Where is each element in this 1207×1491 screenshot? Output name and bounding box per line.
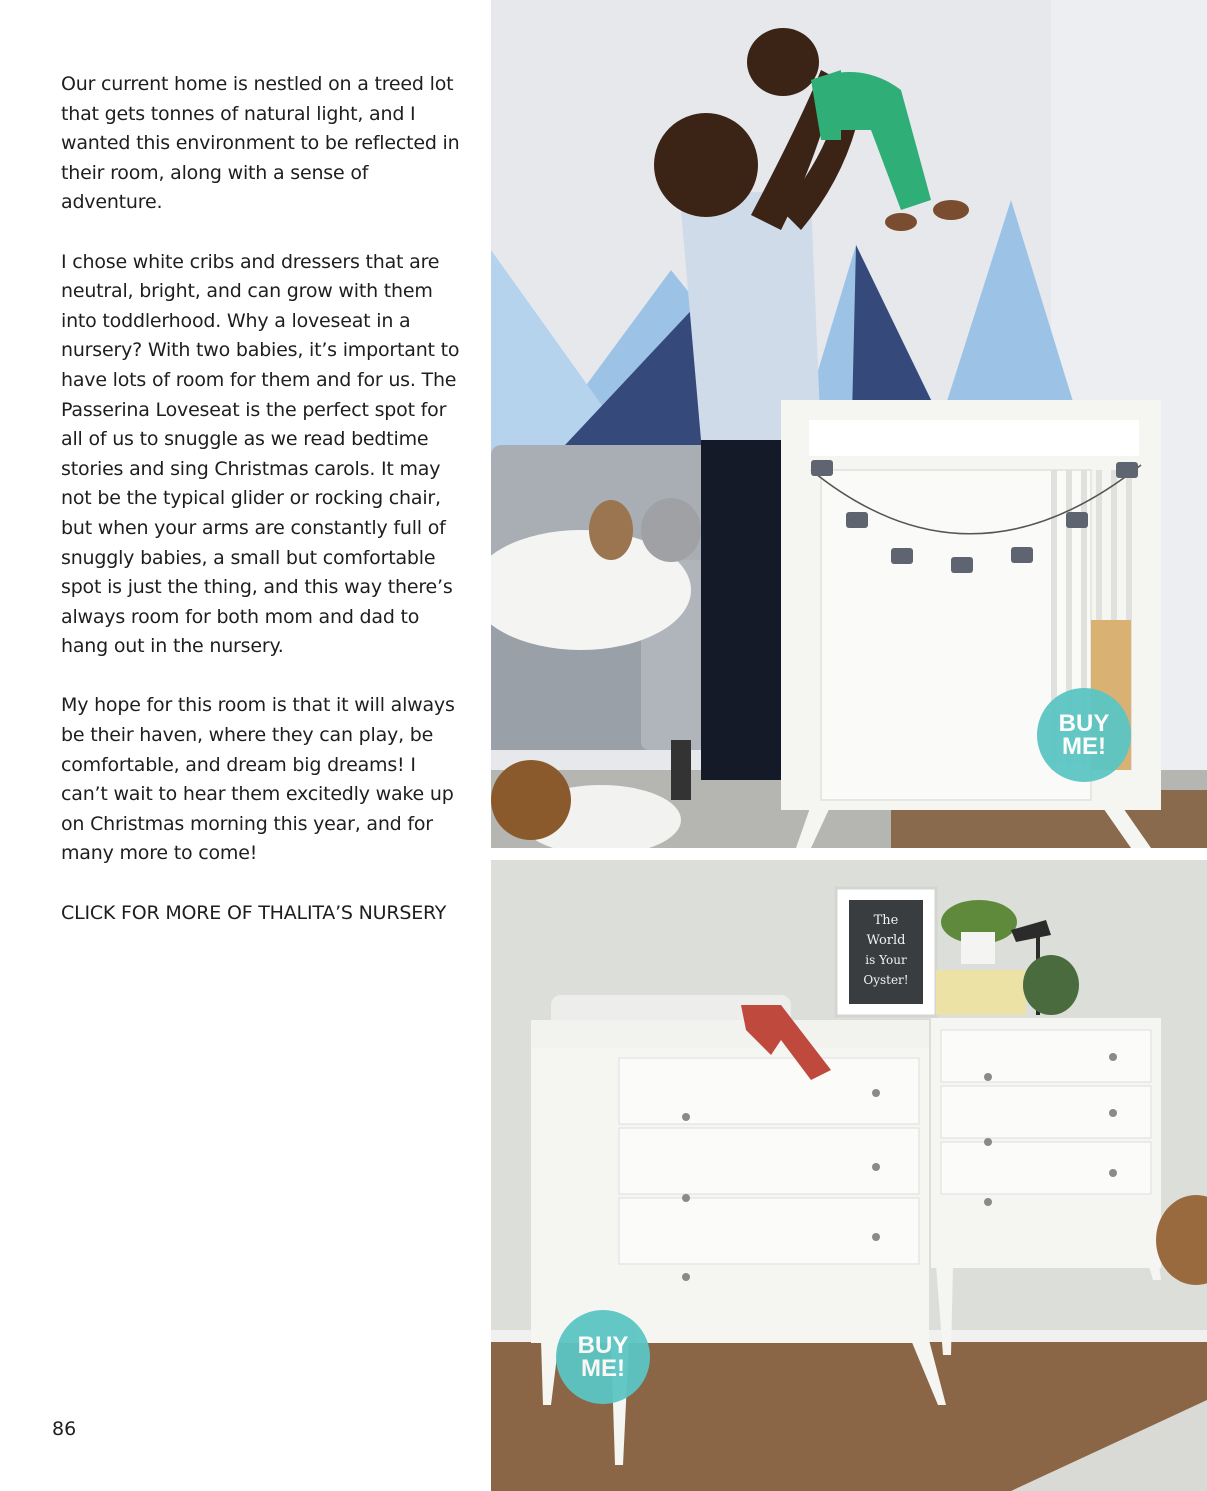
article-text [61, 70, 465, 928]
sign-line-4: Oyster! [863, 973, 909, 987]
paragraph-2: I chose white cribs and dressers that are neutral, bright, and can grow with them into toddlerhood. Why a loveseat in a nursery? With two babies, it’s important to have lots of room for them and for us. The Passerina Loveseat is the perfect spot for all of us to snuggle as we read bedtime stories and sing Christmas carols. It may not be the typical glider or rocking chair, but when your arms are constantly full of snuggly babies, a small but comfortable spot is just the thing, and this way there’s always room for both mom and dad to hang out in the nursery. [61, 250, 460, 658]
sign-line-1: The [873, 913, 899, 928]
paragraph-3: My hope for this room is that it will always be their haven, where they can play, be comfortable, and dream big dreams! I can’t wait to hear them excitedly wake up on Christmas morning this year, and for many more to come! [61, 694, 455, 865]
badge-line-2: ME! [1062, 733, 1106, 760]
sign-line-2: World [866, 933, 906, 948]
teddy-bear [491, 760, 571, 840]
more-nursery-link[interactable]: CLICK FOR MORE OF THALITA’S NURSERY [61, 901, 447, 924]
badge-line-2: ME! [581, 1355, 625, 1382]
man-pants [701, 420, 781, 780]
paragraph-1: Our current home is nestled on a treed lot that gets tonnes of natural light, and I wanted this environment to be reflected in their room, along with a sense of adventure. [61, 73, 460, 214]
page-number: 86 [52, 1418, 77, 1440]
baby-head [747, 28, 819, 96]
man-head [654, 113, 758, 217]
badge-line-1: BUY [577, 1332, 629, 1359]
buy-me-badge-dresser[interactable] [556, 1310, 650, 1404]
keepsake-box [936, 970, 1026, 1015]
sign-line-3: is Your [865, 953, 907, 967]
badge-line-1: BUY [1058, 710, 1110, 737]
buy-me-badge-crib[interactable] [1037, 688, 1131, 782]
